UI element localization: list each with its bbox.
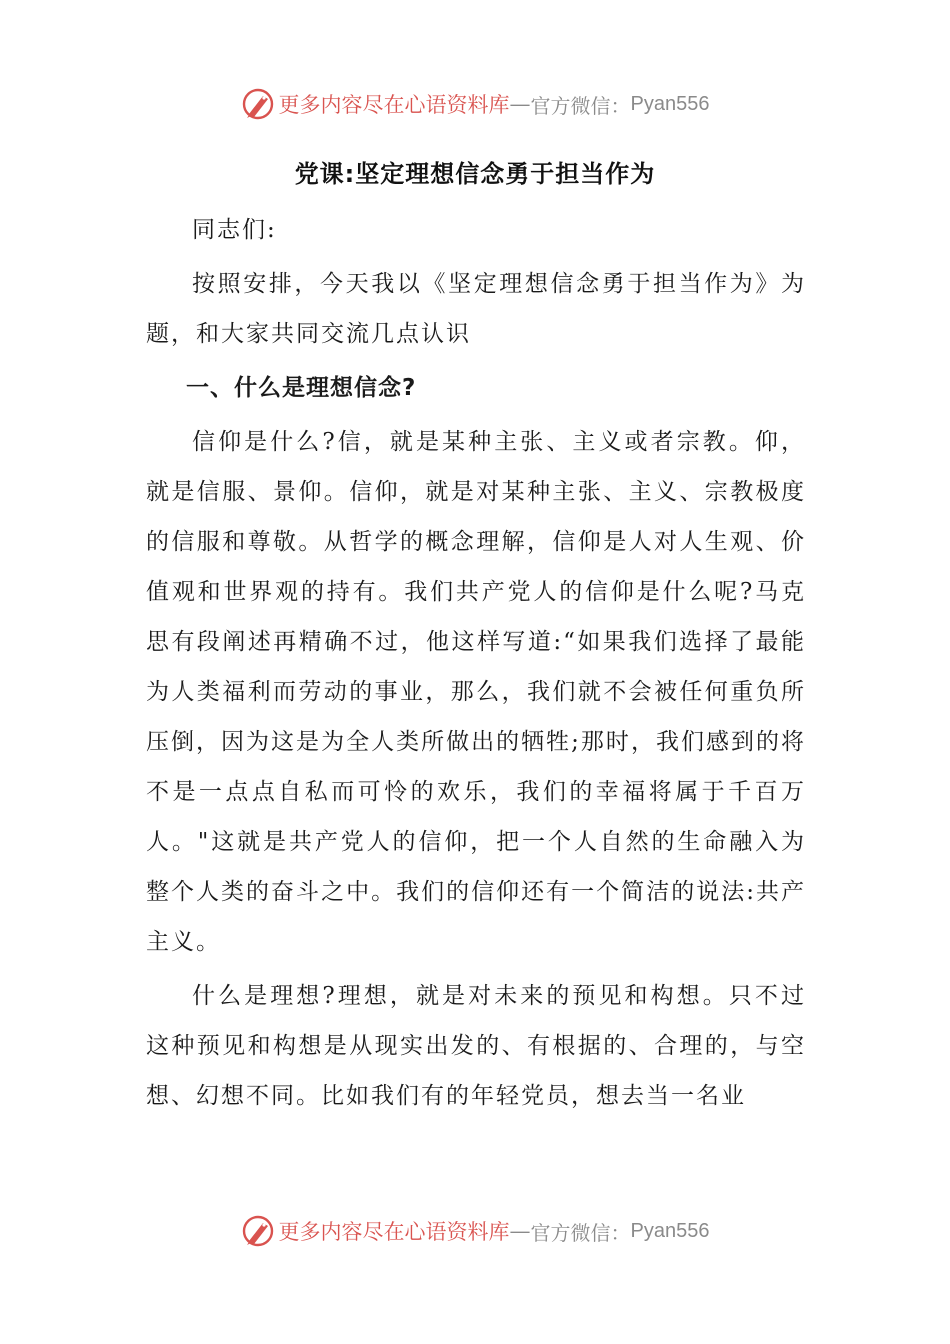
document-body <box>146 205 806 1125</box>
banner-sub-text: 官方微信： <box>530 93 631 118</box>
document-title: 党课:坚定理想信念勇于担当作为 <box>294 160 656 188</box>
section-heading: 一、什么是理想信念? <box>186 375 417 401</box>
banner-sub-text: 官方微信： <box>530 1220 631 1245</box>
banner-main-text: 更多内容尽在心语资料库 <box>278 1220 510 1244</box>
banner-main-text: 更多内容尽在心语资料库 <box>278 93 510 117</box>
header-banner <box>0 84 950 124</box>
pen-nib-logo-icon <box>241 1214 275 1248</box>
footer-banner <box>0 1211 950 1251</box>
pen-nib-logo-icon <box>241 87 275 121</box>
banner-dash: — <box>509 92 531 116</box>
banner-wechat-id: Pyan556 <box>630 92 710 115</box>
banner-wechat-id: Pyan556 <box>630 1219 710 1242</box>
intro-paragraph: 按照安排，今天我以《坚定理想信念勇于担当作为》为题，和大家共同交流几点认识 <box>146 271 806 347</box>
body-paragraph: 信仰是什么?信，就是某种主张、主义或者宗教。仰，就是信服、景仰。信仰，就是对某种主张、主义、宗教极度的信服和尊敬。从哲学的概念理解，信仰是人对人生观、价值观和世界观的持有。我们共产党人的信仰是什么呢?马克思有段阐述再精确不过，他这样写道:“如果我们选择了最能为人类福利而劳动的事业，那么，我们就不会被任何重负所压倒，因为这是为全人类所做出的牺牲;那时，我们感到的将不是一点点自私而可怜的欢乐，我们的幸福将属于千百万人。"这就是共产党人的信仰，把一个人自然的生命融入为整个人类的奋斗之中。我们的信仰还有一个简洁的说法:共产主义。 <box>146 429 806 955</box>
banner-dash: — <box>509 1219 531 1243</box>
body-paragraph: 什么是理想?理想，就是对未来的预见和构想。只不过这种预见和构想是从现实出发的、有根据的、合理的，与空想、幻想不同。比如我们有的年轻党员，想去当一名业 <box>146 983 806 1109</box>
salutation: 同志们: <box>192 217 277 243</box>
